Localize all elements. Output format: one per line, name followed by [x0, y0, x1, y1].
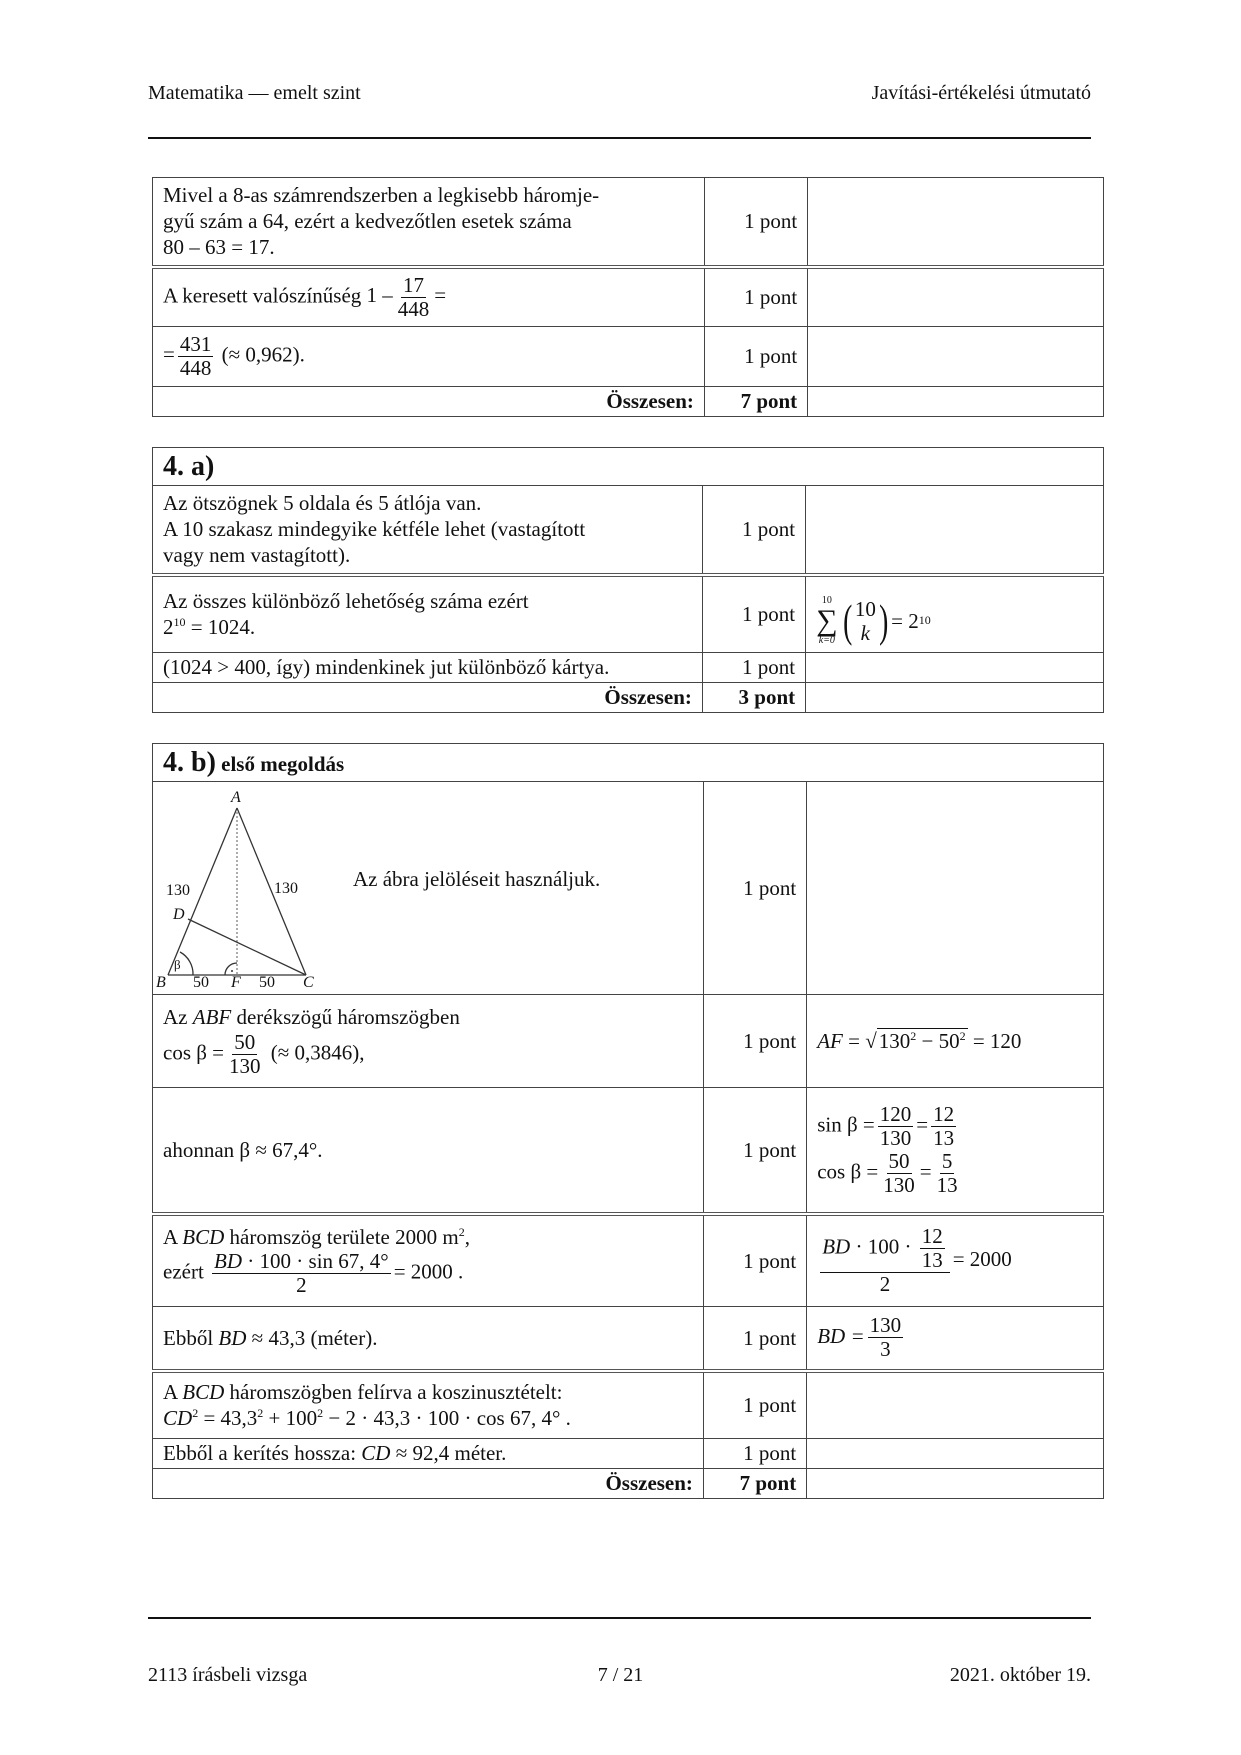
formula [163, 614, 692, 640]
svg-text:130: 130 [166, 882, 190, 899]
formula [163, 331, 222, 380]
points: 1 pont [704, 327, 807, 387]
formula [163, 1031, 693, 1078]
numerator [820, 1225, 950, 1273]
binomial-coefficient [840, 594, 892, 646]
sigma-glyph: ∑ [816, 603, 838, 637]
solution-step [153, 575, 703, 653]
points: 1 pont [703, 1439, 806, 1469]
table-row [153, 1439, 1104, 1469]
svg-text:130: 130 [274, 880, 298, 897]
points: 1 pont [702, 575, 805, 653]
formula-part: sin β = [817, 1111, 875, 1136]
solution-step [153, 1214, 704, 1307]
denominator: 448 [397, 296, 430, 321]
solution-step [153, 267, 705, 327]
text-part: háromszögben felírva a koszinusztételt: [224, 1380, 563, 1404]
step-text: vagy nem vastagított). [163, 543, 351, 568]
notes [806, 653, 1104, 683]
cosine-law-formula [163, 1405, 693, 1431]
binom-bottom: k [860, 620, 870, 645]
denominator: 2 [879, 1272, 891, 1297]
text-part: háromszög területe 2000 m [224, 1225, 459, 1250]
points: 1 pont [704, 267, 807, 327]
denominator: 2 [296, 1273, 307, 1298]
notes [806, 486, 1104, 575]
total-label: Összesen: [153, 387, 705, 417]
total-row [153, 387, 1104, 417]
text-part: ABF [192, 1005, 232, 1030]
fraction [920, 1225, 945, 1272]
formula-part: 1 – [366, 283, 393, 308]
exponent: 2 [192, 1406, 199, 1421]
fraction [178, 333, 214, 380]
formula-part: = 43,3 [198, 1406, 258, 1431]
total-points: 7 pont [704, 387, 807, 417]
step-text: (≈ 0,962). [221, 342, 305, 367]
notes [808, 327, 1104, 387]
svg-text:A: A [231, 789, 241, 806]
text-part: Az [163, 1005, 193, 1030]
text-part: derékszögű háromszögben [231, 1005, 460, 1030]
solution-step [153, 782, 704, 995]
text-part: BCD [182, 1225, 225, 1250]
svg-text:F: F [231, 974, 241, 991]
footer-exam-id: 2113 írásbeli vizsga [148, 1664, 308, 1686]
table-row [153, 1371, 1104, 1439]
formula-part: = [434, 283, 447, 308]
table-row [153, 1214, 1104, 1307]
formula-part: 130 [878, 1028, 911, 1053]
problem-title-row [153, 744, 1104, 782]
solution-step [153, 995, 704, 1088]
step-text [163, 1224, 693, 1250]
formula-part: (≈ 0,3846), [270, 1039, 365, 1064]
step-text [163, 1004, 693, 1030]
fraction [935, 1150, 960, 1197]
solution-step [153, 178, 705, 267]
numerator: 5 [941, 1148, 953, 1173]
points: 1 pont [703, 995, 806, 1088]
exponent: 2 [458, 1225, 465, 1240]
formula-part: − 2 · 43,3 · 100 · cos 67, 4° . [323, 1406, 571, 1431]
paren-right: ) [878, 594, 889, 646]
svg-text:β: β [174, 957, 181, 972]
footer-date: 2021. október 19. [949, 1664, 1091, 1686]
table-row [153, 178, 1104, 267]
table-previous-problem [152, 177, 1104, 417]
total-row [153, 683, 1104, 713]
title-text: 4. b) [163, 747, 216, 778]
title-subtitle: első megoldás [221, 752, 345, 776]
step-text: gyű szám a 64, ezért a kedvezőtlen esetek száma [163, 209, 572, 234]
radicand: $130^2 - 50^2$ [878, 1028, 966, 1053]
binom-stack [855, 597, 876, 645]
text-part: Ebből [163, 1325, 219, 1350]
fraction [212, 1250, 391, 1297]
formula-part: = [848, 1028, 860, 1053]
step-text: Az ötszögnek 5 oldala és 5 átlója van. [163, 490, 482, 515]
fraction [396, 274, 432, 321]
step-text: A 10 szakasz mindegyike kétféle lehet (vastagított [163, 517, 586, 542]
total-points: 3 pont [702, 683, 805, 713]
binomial-sum-formula [816, 596, 931, 646]
formula-part: = [163, 342, 175, 367]
points: 1 pont [702, 653, 805, 683]
area-formula [817, 1224, 1012, 1297]
denominator: 130 [879, 1125, 912, 1150]
header-doc-type: Javítási-értékelési útmutató [871, 82, 1091, 104]
formula-part: = 120 [972, 1028, 1022, 1053]
text-part: BCD [182, 1380, 225, 1404]
notes [807, 1214, 1104, 1307]
exponent: 10 [173, 615, 186, 630]
formula-part: BD = [817, 1323, 865, 1348]
header-subject: Matematika — emelt szint [148, 82, 361, 104]
notes [808, 178, 1104, 267]
formula-part: BD [214, 1249, 243, 1274]
exponent: 2 [317, 1406, 324, 1421]
sum-lower: k=0 [818, 634, 835, 646]
notes [807, 1469, 1104, 1499]
table-problem-4a [152, 447, 1104, 713]
total-label: Összesen: [153, 683, 703, 713]
numerator: 12 [933, 1101, 955, 1126]
denominator: 130 [229, 1053, 261, 1078]
table-row [153, 1307, 1104, 1371]
total-label: Összesen: [153, 1469, 704, 1499]
sum-upper: 10 [821, 594, 832, 606]
solution-step [153, 486, 703, 575]
points: 1 pont [703, 1371, 806, 1439]
notes [808, 267, 1104, 327]
numerator: 50 [234, 1029, 256, 1054]
formula-part: + 100 [263, 1406, 318, 1431]
points: 1 pont [703, 1307, 806, 1371]
text-part: BD [218, 1325, 247, 1350]
formula-part: = 2000 . [393, 1259, 464, 1284]
formula-part: = 2000 [952, 1246, 1012, 1271]
sin-beta-formula: sin β = $\frac{120}{130}$ = $\frac{12}{13}$ [817, 1101, 955, 1150]
notes [807, 1088, 1104, 1214]
denominator: 448 [179, 356, 212, 380]
text-part: ≈ 92,4 méter. [390, 1441, 507, 1466]
text-part: CD [361, 1441, 391, 1466]
svg-text:B: B [156, 974, 166, 991]
step-text [163, 1379, 693, 1405]
formula-part: BD [822, 1234, 851, 1259]
text-part: ezért [163, 1259, 204, 1284]
text-part: ≈ 43,3 (méter). [246, 1325, 378, 1350]
text-part: Ebből a kerítés hossza: [163, 1441, 362, 1466]
paren-left: ( [842, 594, 852, 646]
formula-part: cos β = [163, 1039, 225, 1064]
notes [807, 1439, 1104, 1469]
formula-part: · 100 · sin 67, 4° [242, 1249, 389, 1274]
fraction [878, 1103, 914, 1150]
sigma-symbol [816, 596, 837, 646]
svg-text:D: D [173, 906, 185, 923]
formula-part: · 100 · [850, 1234, 917, 1259]
formula-part: cos β = [817, 1159, 879, 1184]
footer-page-number: 7 / 21 [597, 1664, 644, 1686]
cos-beta-formula: cos β = $\frac{50}{130}$ = $\frac{5}{13}$ [817, 1148, 958, 1197]
fraction [227, 1031, 263, 1078]
step-text: 80 – 63 = 17. [163, 235, 275, 260]
numerator: 130 [869, 1313, 902, 1338]
numerator: 50 [888, 1148, 910, 1173]
denominator: 13 [921, 1248, 943, 1273]
fraction [820, 1225, 950, 1296]
notes [807, 995, 1104, 1088]
fraction [868, 1314, 904, 1361]
fraction [881, 1150, 917, 1197]
formula-part: AF [817, 1028, 843, 1053]
table-row [153, 1088, 1104, 1214]
binom-top: 10 [854, 596, 876, 621]
fraction [931, 1103, 956, 1150]
notes [806, 683, 1104, 713]
table-row [153, 995, 1104, 1088]
table-row [153, 327, 1104, 387]
total-row [153, 1469, 1104, 1499]
step-text: A keresett valószínűség [163, 283, 362, 308]
notes [807, 782, 1104, 995]
svg-text:C: C [303, 974, 314, 991]
text-part: , [464, 1225, 470, 1250]
table-row [153, 267, 1104, 327]
points: 1 pont [704, 178, 807, 267]
numerator: 431 [179, 331, 212, 356]
step-text: Mivel a 8-as számrendszerben a legkisebb háromje- [163, 182, 600, 207]
table-row [153, 575, 1104, 653]
problem-title-row [153, 448, 1104, 486]
triangle-figure [153, 782, 353, 992]
points: 1 pont [702, 486, 805, 575]
denominator: 130 [883, 1172, 915, 1197]
formula [163, 1250, 693, 1297]
numerator [212, 1250, 391, 1274]
denominator: 13 [936, 1172, 958, 1197]
points: 1 pont [703, 1214, 806, 1307]
formula [366, 272, 447, 321]
points: 1 pont [703, 782, 806, 995]
exponent: 2 [959, 1028, 966, 1043]
formula-part: 50 [938, 1028, 960, 1053]
step-text: Az összes különböző lehetőség száma ezért [163, 589, 529, 613]
footer-rule [148, 1617, 1091, 1619]
notes [808, 387, 1104, 417]
text-part: A [163, 1225, 183, 1250]
exponent: 2 [910, 1028, 917, 1043]
denominator: 13 [933, 1125, 955, 1150]
numerator: 120 [879, 1101, 912, 1126]
denominator: 3 [880, 1337, 891, 1362]
notes [807, 1307, 1104, 1371]
solution-step: (1024 > 400, így) mindenkinek jut különböző kártya. [153, 653, 703, 683]
table-row [153, 782, 1104, 995]
exponent: 2 [257, 1406, 264, 1421]
solution-step [153, 1307, 704, 1371]
numerator: 12 [921, 1224, 943, 1249]
af-formula: AF = $√130^2 - 50^2 = 120$ [817, 1028, 1022, 1053]
solution-step [153, 1439, 704, 1469]
svg-text:50: 50 [193, 974, 209, 991]
svg-text:50: 50 [259, 974, 275, 991]
step-text: Az ábra jelöléseit használjuk. [353, 867, 601, 891]
table-row [153, 653, 1104, 683]
formula-part: = 2 [891, 608, 919, 633]
numerator: 17 [403, 272, 425, 297]
points: 1 pont [703, 1088, 806, 1214]
solution-step [153, 327, 705, 387]
bd-formula [817, 1313, 906, 1362]
text-part: A [163, 1380, 183, 1404]
header-rule [148, 137, 1091, 139]
exponent: 10 [918, 613, 931, 628]
table-row [153, 486, 1104, 575]
solution-step [153, 1371, 704, 1439]
problem-title [153, 448, 1104, 486]
problem-title [153, 744, 1104, 782]
solution-step: ahonnan β ≈ 67,4°. [153, 1088, 704, 1214]
formula-part: = 1024. [185, 615, 256, 640]
table-problem-4b [152, 743, 1104, 1499]
formula-part: CD [163, 1406, 193, 1431]
title-text: 4. a) [163, 451, 215, 482]
notes [807, 1371, 1104, 1439]
total-points: 7 pont [703, 1469, 806, 1499]
notes [806, 575, 1104, 653]
formula-part: 2 [163, 615, 174, 640]
